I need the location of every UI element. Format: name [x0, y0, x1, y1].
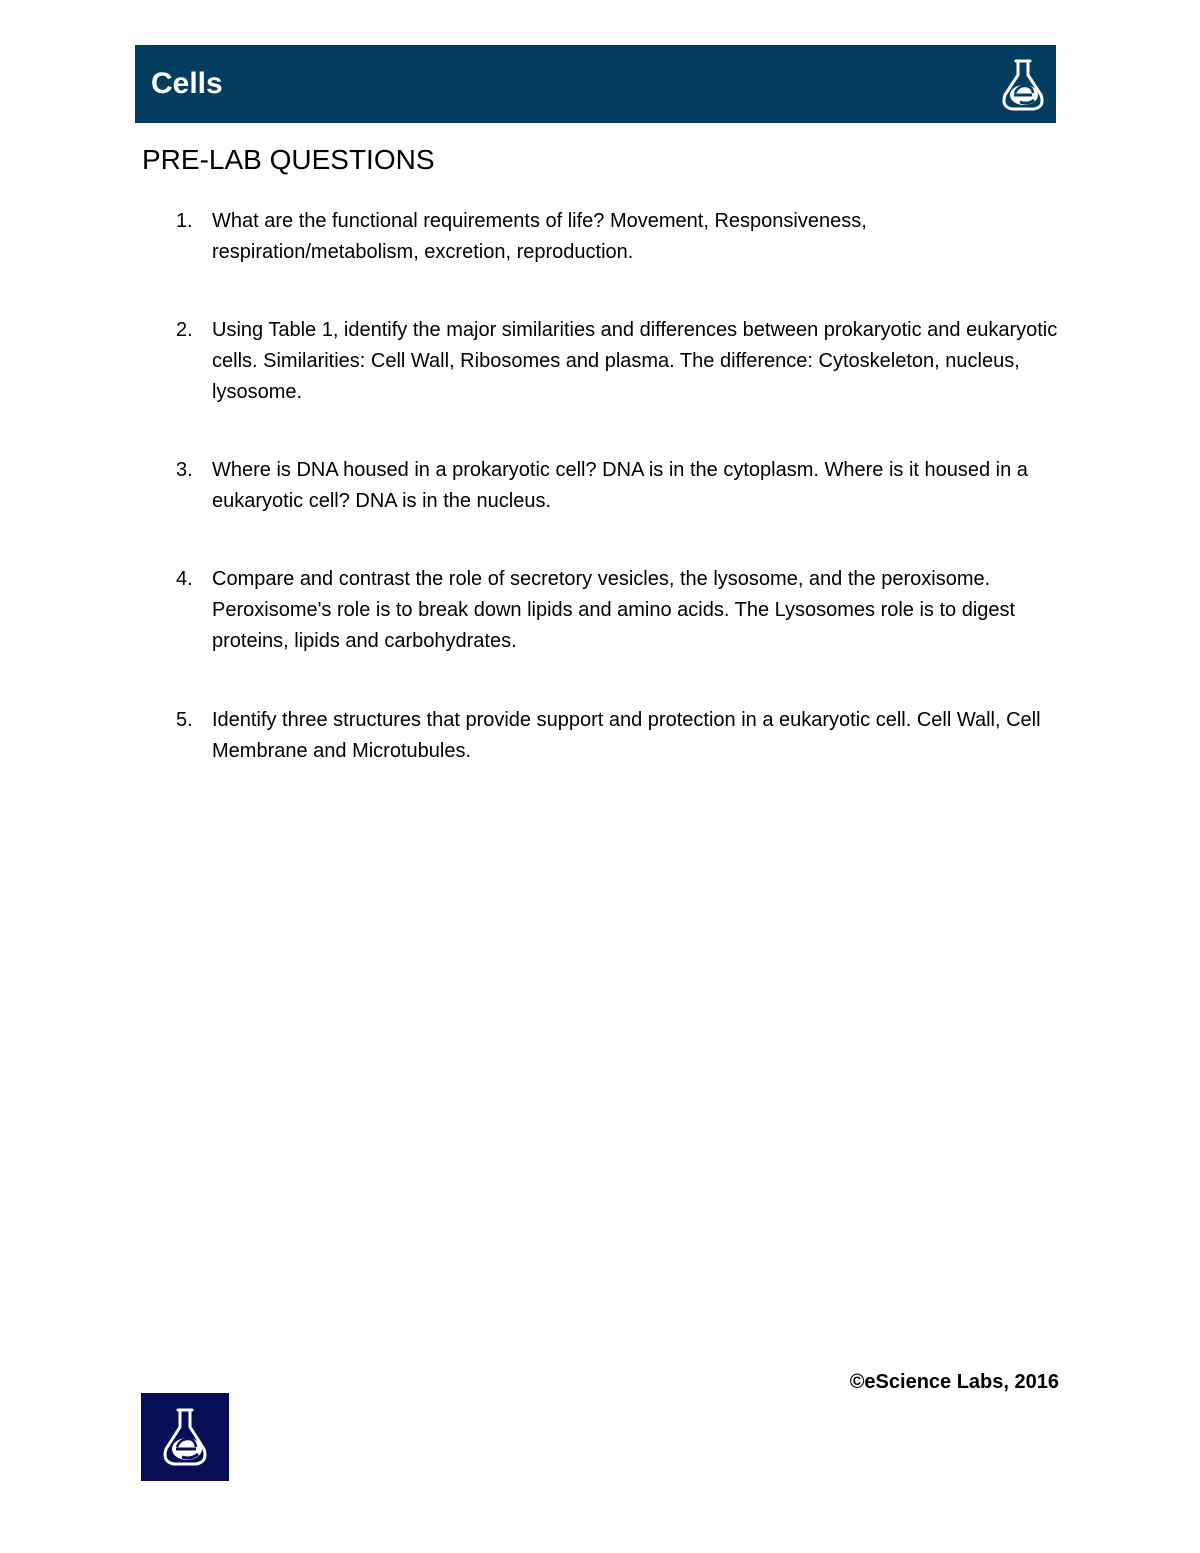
question-item-3 — [170, 455, 1060, 517]
page-title: Cells — [151, 67, 223, 100]
question-item-2 — [170, 315, 1060, 408]
question-number: 3. — [176, 459, 193, 481]
question-text: Using Table 1, identify the major similarities and differences between prokaryotic and eukaryotic cells. Similarities: Cell Wall, Ribosomes and plasma. The difference: Cytoskeleton, nucleus, lysosome. — [212, 319, 1058, 403]
question-number: 1. — [176, 210, 193, 232]
question-item-4 — [170, 564, 1060, 657]
header-bar — [135, 45, 1056, 123]
footer-logo — [141, 1393, 229, 1481]
question-item-1 — [170, 206, 1060, 268]
question-text: Identify three structures that provide support and protection in a eukaryotic cell. Cell Wall, Cell Membrane and Microtubules. — [212, 709, 1041, 762]
question-text: Where is DNA housed in a prokaryotic cell? DNA is in the cytoplasm. Where is it housed in a eukaryotic cell? DNA is in the nucleus. — [212, 459, 1028, 512]
question-number: 4. — [176, 568, 193, 590]
question-number: 5. — [176, 709, 193, 731]
question-text: What are the functional requirements of life? Movement, Responsiveness, respiration/metabolism, excretion, reproduction. — [212, 210, 867, 263]
question-text: Compare and contrast the role of secretory vesicles, the lysosome, and the peroxisome. Peroxisome's role is to break down lipids and amino acids. The Lysosomes role is to digest proteins, lipids and carbohydrates. — [212, 568, 1016, 652]
section-title: PRE-LAB QUESTIONS — [142, 144, 435, 175]
flask-e-logo-icon — [160, 1405, 210, 1467]
copyright-notice: ©eScience Labs, 2016 — [849, 1371, 1059, 1393]
question-number: 2. — [176, 319, 193, 341]
flask-e-logo-icon — [998, 55, 1048, 113]
question-item-5 — [170, 705, 1060, 767]
